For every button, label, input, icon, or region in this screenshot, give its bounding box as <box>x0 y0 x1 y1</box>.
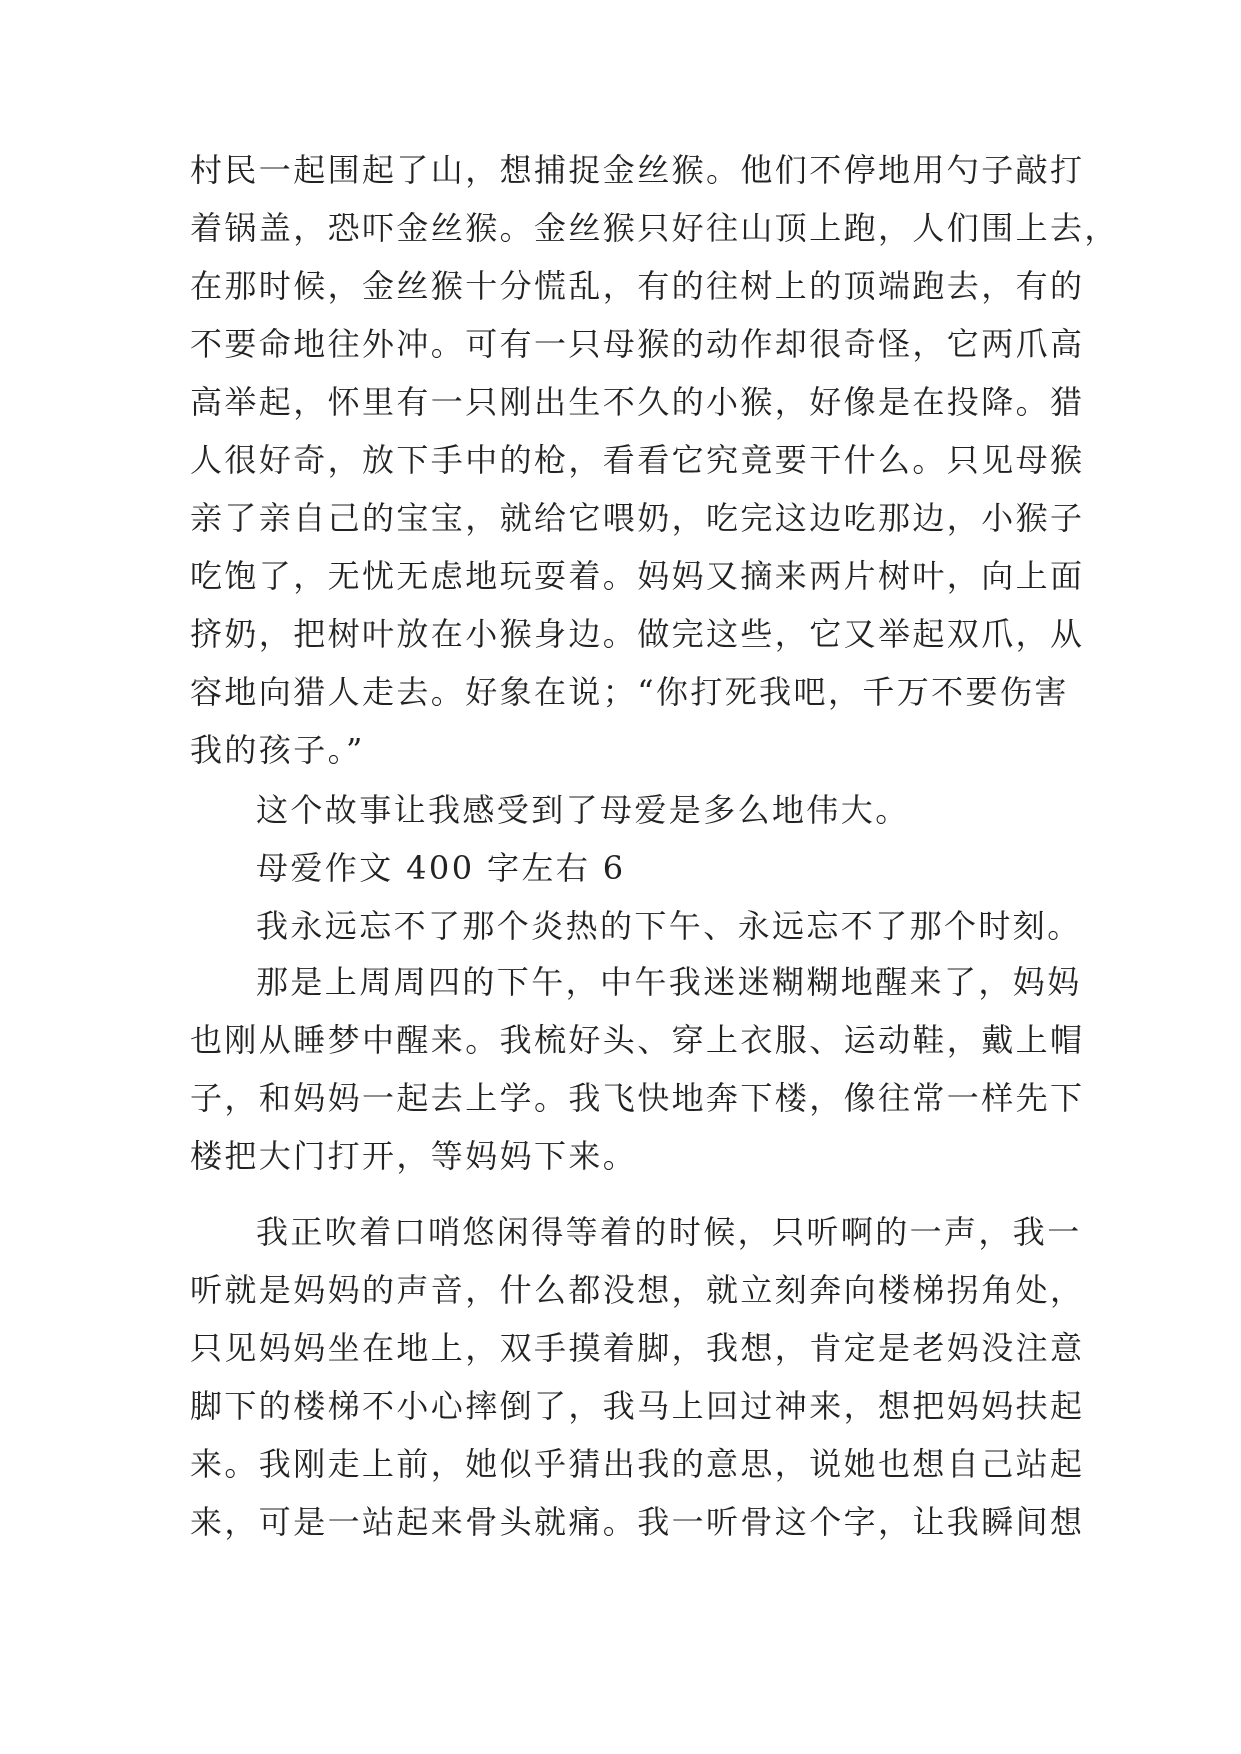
text-line: 挤奶，把树叶放在小猴身边。做完这些，它又举起双爪，从 <box>190 615 1085 653</box>
text-line: 吃饱了，无忧无虑地玩耍着。妈妈又摘来两片树叶，向上面 <box>190 557 1085 595</box>
section-heading: 母爱作文 400 字左右 6 <box>256 849 626 887</box>
text-line: 也刚从睡梦中醒来。我梳好头、穿上衣服、运动鞋，戴上帽 <box>190 1021 1085 1059</box>
text-line: 容地向猎人走去。好象在说；“你打死我吧，千万不要伤害 <box>190 673 1069 711</box>
text-line: 来，可是一站起来骨头就痛。我一听骨这个字，让我瞬间想 <box>190 1503 1085 1541</box>
text-line: 我正吹着口哨悠闲得等着的时候，只听啊的一声，我一 <box>256 1213 1082 1251</box>
text-line: 亲了亲自己的宝宝，就给它喂奶，吃完这边吃那边，小猴子 <box>190 499 1085 537</box>
text-line: 听就是妈妈的声音，什么都没想，就立刻奔向楼梯拐角处， <box>190 1271 1085 1309</box>
text-line: 这个故事让我感受到了母爱是多么地伟大。 <box>256 791 910 829</box>
text-line: 高举起，怀里有一只刚出生不久的小猴，好像是在投降。猎 <box>190 383 1085 421</box>
text-line: 楼把大门打开，等妈妈下来。 <box>190 1137 638 1175</box>
text-line: 我的孩子。” <box>190 731 365 769</box>
text-line: 来。我刚走上前，她似乎猜出我的意思，说她也想自己站起 <box>190 1445 1085 1483</box>
text-line: 不要命地往外冲。可有一只母猴的动作却很奇怪，它两爪高 <box>190 325 1085 363</box>
text-line: 在那时候，金丝猴十分慌乱，有的往树上的顶端跑去，有的 <box>190 267 1085 305</box>
text-line: 我永远忘不了那个炎热的下午、永远忘不了那个时刻。 <box>256 907 1082 945</box>
text-line: 人很好奇，放下手中的枪，看看它究竟要干什么。只见母猴 <box>190 441 1085 479</box>
text-line: 脚下的楼梯不小心摔倒了，我马上回过神来，想把妈妈扶起 <box>190 1387 1085 1425</box>
text-line: 那是上周周四的下午，中午我迷迷糊糊地醒来了，妈妈 <box>256 963 1082 1001</box>
text-line: 村民一起围起了山，想捕捉金丝猴。他们不停地用勺子敲打 <box>190 151 1085 189</box>
text-line: 着锅盖，恐吓金丝猴。金丝猴只好往山顶上跑，人们围上去， <box>190 209 1119 247</box>
text-line: 子，和妈妈一起去上学。我飞快地奔下楼，像往常一样先下 <box>190 1079 1085 1117</box>
text-line: 只见妈妈坐在地上，双手摸着脚，我想，肯定是老妈没注意 <box>190 1329 1085 1367</box>
